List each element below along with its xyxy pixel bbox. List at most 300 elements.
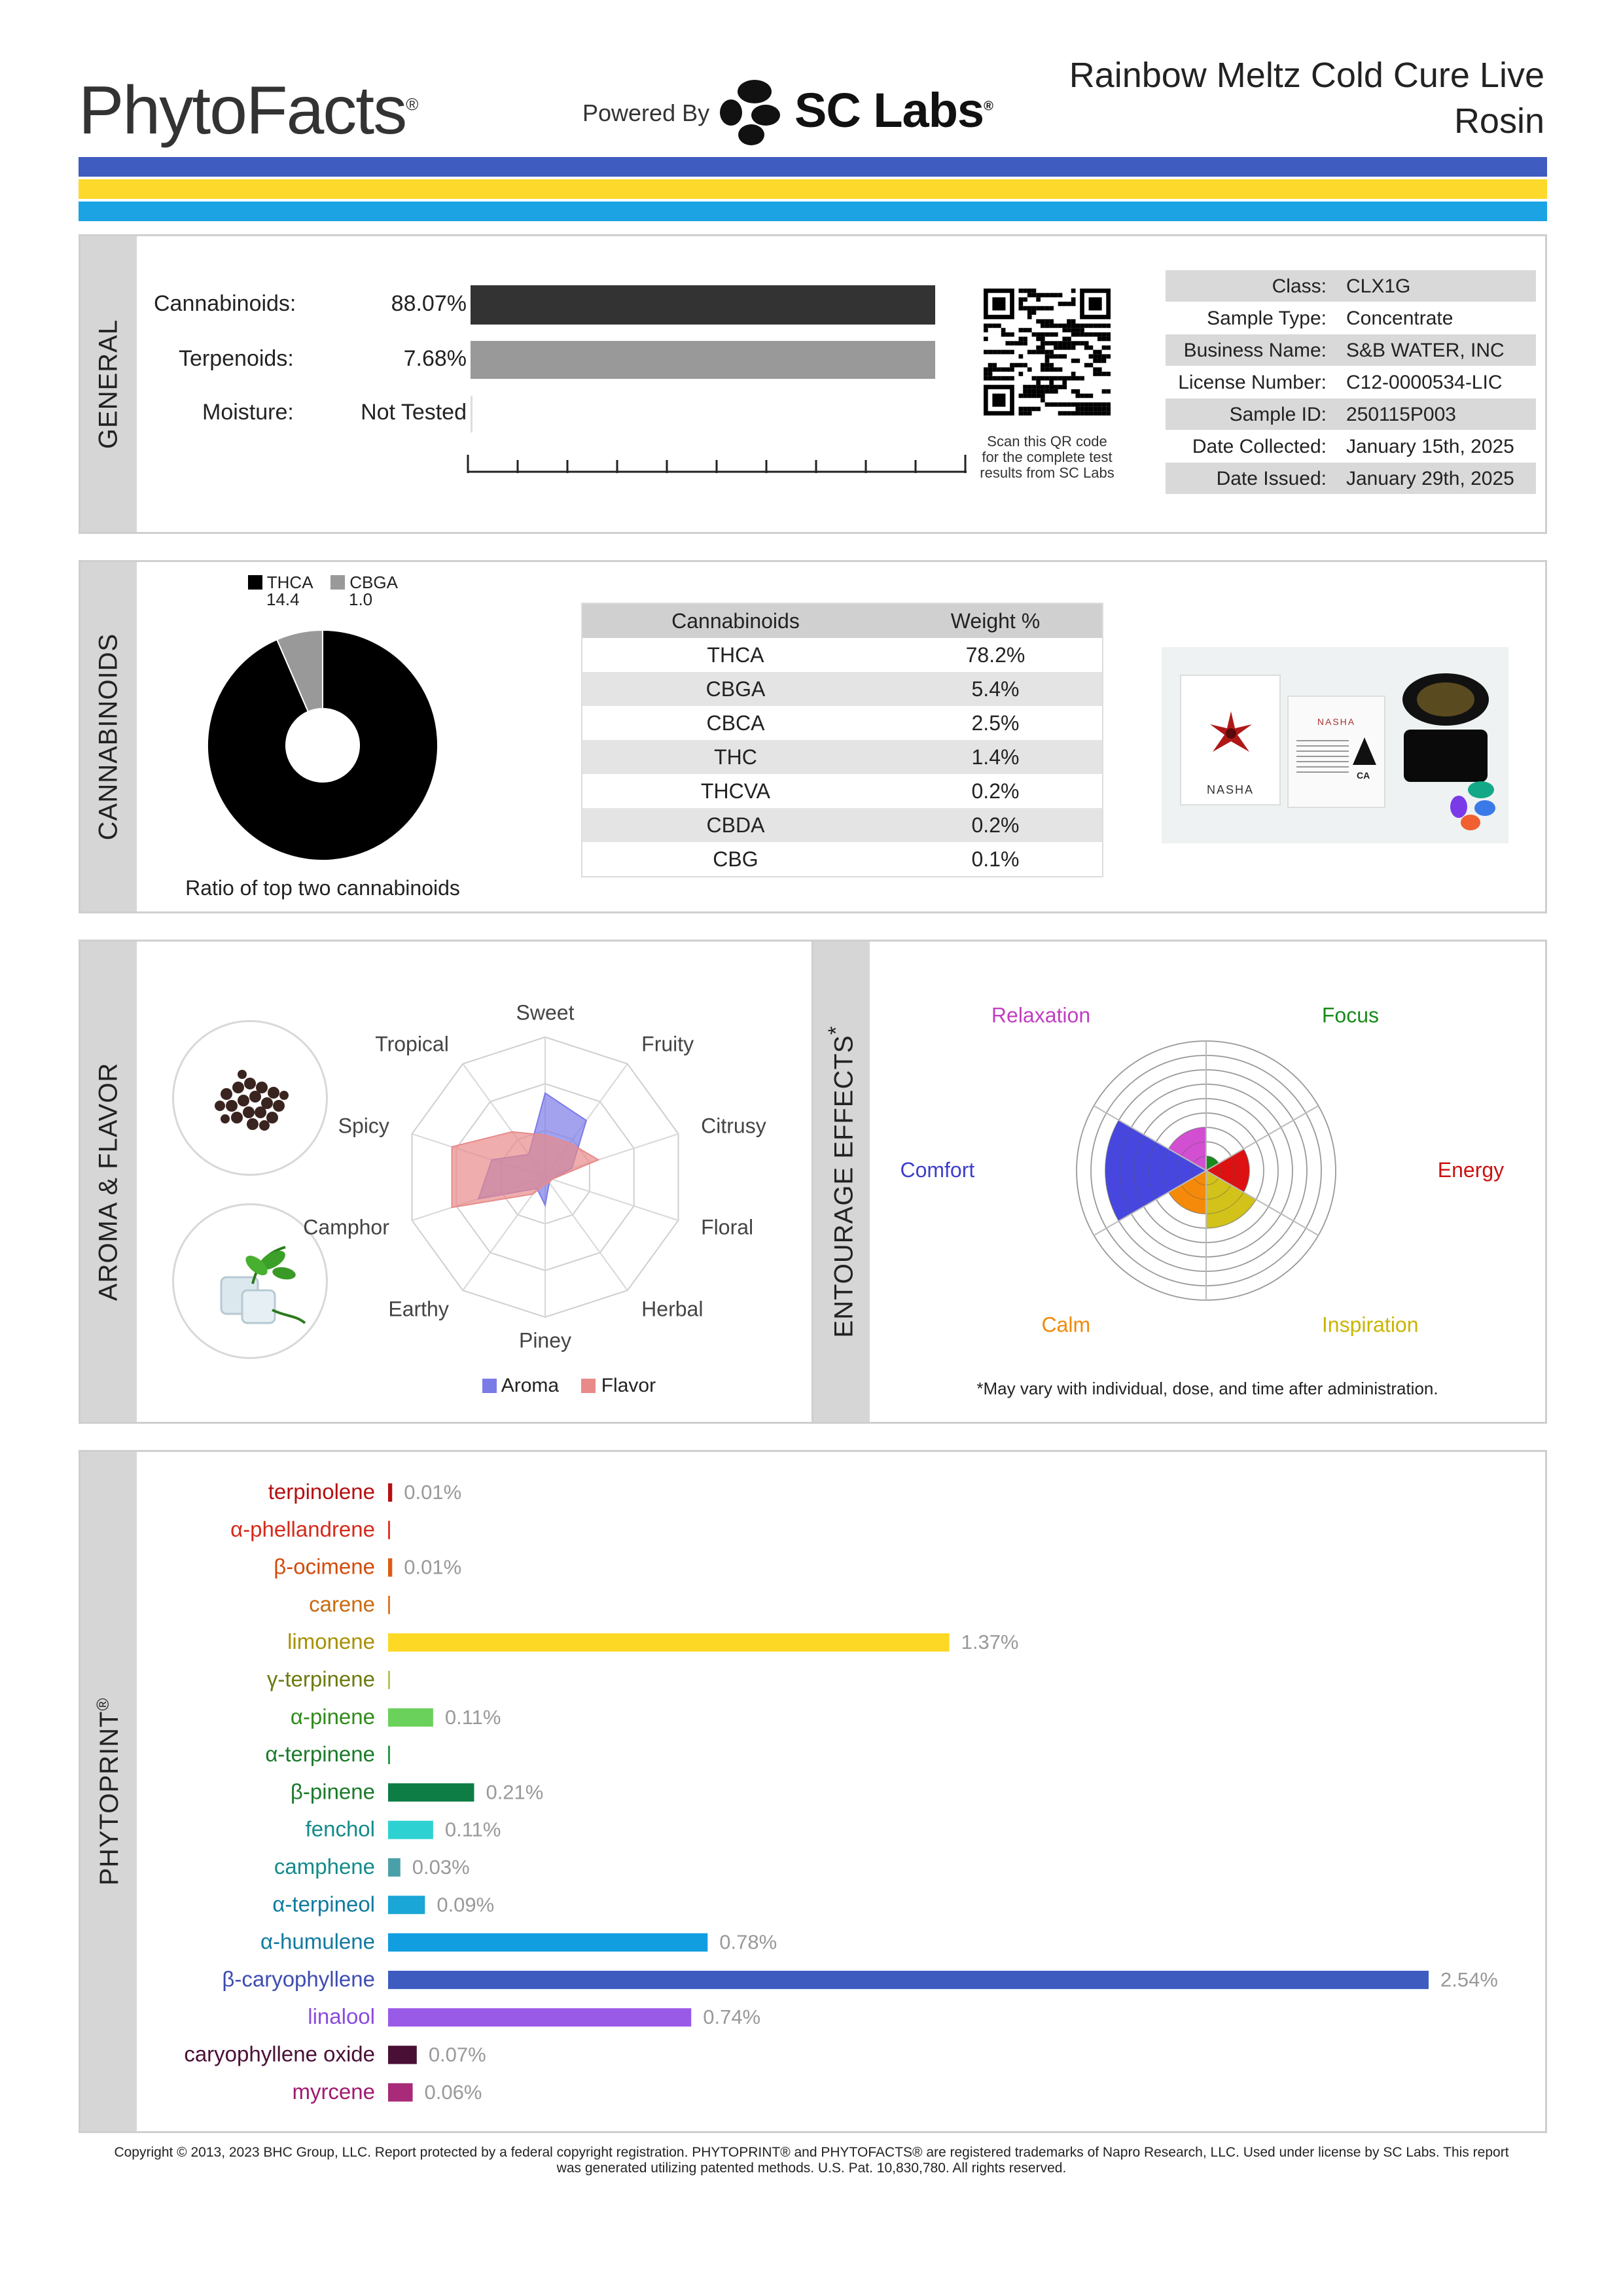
qr-module: [992, 367, 997, 372]
qr-module: [1027, 385, 1032, 389]
entourage-footnote: *May vary with individual, dose, and time after administration.: [976, 1379, 1438, 1398]
qr-module: [1067, 328, 1071, 332]
qr-module: [1097, 372, 1102, 376]
qr-module: [1058, 293, 1063, 298]
qr-module: [1027, 315, 1032, 319]
qr-module: [1049, 367, 1054, 372]
qr-module: [1093, 411, 1097, 415]
qr-module: [1106, 345, 1111, 350]
terpene-value-label: 0.21%: [486, 1780, 544, 1804]
general-panel: [79, 234, 1547, 534]
cannabinoids-label: Cannabinoids:: [154, 291, 296, 316]
qr-module: [1097, 350, 1102, 355]
qr-module: [1023, 328, 1027, 332]
qr-module: [1062, 302, 1067, 306]
moisture-label: Moisture:: [202, 400, 294, 425]
table-header-weight: Weight %: [889, 604, 1102, 638]
cannabinoid-donut-chart: [205, 627, 440, 863]
terpene-bar: [388, 2046, 417, 2064]
general-section-label: GENERAL: [94, 319, 123, 450]
qr-module: [1032, 306, 1037, 311]
qr-module: [1023, 289, 1027, 293]
qr-module: [1093, 332, 1097, 337]
qr-module: [1102, 337, 1107, 342]
qr-module: [1084, 402, 1089, 407]
qr-module: [1102, 372, 1107, 376]
qr-module: [1005, 376, 1010, 381]
qr-module: [1049, 319, 1054, 324]
rose-label-energy: Energy: [1437, 1158, 1505, 1182]
qr-module: [1045, 354, 1050, 359]
entourage-asterisk: *: [824, 1025, 849, 1035]
qr-module: [1036, 345, 1041, 350]
table-row: THC 1.4%: [582, 740, 1102, 774]
qr-module: [1010, 350, 1014, 355]
qr-module: [1102, 345, 1107, 350]
moisture-value: Not Tested: [361, 400, 467, 425]
qr-module: [1054, 367, 1058, 372]
qr-module: [1062, 380, 1067, 385]
table-row: CBCA 2.5%: [706, 711, 1020, 735]
qr-module: [1102, 324, 1107, 328]
qr-module: [1045, 376, 1050, 381]
qr-module: [1001, 350, 1006, 355]
box-flower-icon: [1206, 709, 1256, 758]
qr-module: [1080, 411, 1084, 415]
rose-label-comfort: Comfort: [900, 1158, 975, 1182]
qr-module: [1045, 341, 1050, 345]
qr-module: [1075, 394, 1080, 398]
qr-module: [1097, 354, 1102, 359]
qr-module: [1093, 354, 1097, 359]
qr-module: [988, 350, 993, 355]
qr-module: [1106, 372, 1111, 376]
lab-name: SC Labs®: [794, 83, 993, 137]
terpene-name: terpinolene: [268, 1479, 375, 1504]
qr-module: [1049, 341, 1054, 345]
terpene-name: limonene: [287, 1629, 375, 1654]
qr-module: [1005, 341, 1010, 345]
qr-module: [1023, 407, 1027, 412]
donut-caption: Ratio of top two cannabinoids: [185, 876, 460, 900]
terpene-value-label: 0.11%: [444, 1705, 501, 1729]
donut-legend-cbga: [330, 574, 398, 608]
qr-module: [1032, 350, 1037, 355]
terpene-name: α-humulene: [260, 1929, 375, 1954]
qr-module: [1027, 389, 1032, 394]
qr-module: [1049, 402, 1054, 407]
qr-module: [988, 372, 993, 376]
qr-module: [1045, 389, 1050, 394]
stripe-cyan: [79, 202, 1547, 221]
product-title: [1069, 52, 1544, 144]
qr-module: [1080, 394, 1084, 398]
qr-module: [988, 363, 993, 368]
qr-module: [1036, 376, 1041, 381]
brand-name: PhytoFacts: [79, 73, 406, 149]
qr-module: [1075, 332, 1080, 337]
qr-module: [1054, 376, 1058, 381]
info-row-date-collected: Date Collected: January 15th, 2025: [1192, 436, 1514, 457]
qr-module: [1071, 297, 1076, 302]
qr-module: [997, 367, 1001, 372]
cannabinoids-value: 88.07%: [391, 291, 467, 316]
terpene-bar: [388, 1821, 433, 1839]
qr-module: [1080, 407, 1084, 412]
qr-code[interactable]: [984, 289, 1111, 415]
qr-module: [1036, 389, 1041, 394]
qr-module: [1032, 376, 1037, 381]
stripe-yellow: [79, 179, 1547, 199]
phytoprint-registered: ®: [92, 1697, 113, 1711]
qr-module: [1010, 341, 1014, 345]
qr-module: [1045, 293, 1050, 298]
qr-module: [1093, 372, 1097, 376]
qr-module: [1023, 297, 1027, 302]
sc-labs-logo-icon: [719, 80, 781, 145]
qr-module: [1001, 367, 1006, 372]
qr-module: [1036, 385, 1041, 389]
cannabinoid-table: [582, 604, 1102, 876]
qr-module: [1102, 359, 1107, 363]
qr-module: [1023, 337, 1027, 342]
qr-module: [1023, 394, 1027, 398]
terpene-bar: [388, 1783, 474, 1801]
qr-module: [1097, 407, 1102, 412]
terpene-value-label: 2.54%: [1440, 1968, 1498, 1991]
qr-module: [1071, 328, 1076, 332]
qr-module: [1019, 302, 1024, 306]
qr-module: [1054, 341, 1058, 345]
terpene-value-label: 0.03%: [412, 1856, 470, 1879]
qr-module: [1062, 411, 1067, 415]
terpene-name: β-pinene: [290, 1779, 375, 1804]
info-row-sample-type: Sample Type: Concentrate: [1207, 308, 1454, 329]
qr-module: [1010, 332, 1014, 337]
qr-module: [1067, 324, 1071, 328]
qr-module: [1080, 324, 1084, 328]
footer-line2: was generated utilizing patented methods. U.S. Pat. 10,830,780. All rights reserved.: [556, 2161, 1067, 2176]
qr-module: [1089, 332, 1094, 337]
product-box-left: [1180, 675, 1281, 805]
rose-label-relaxation: Relaxation: [991, 1003, 1091, 1027]
terpene-name: caryophyllene oxide: [184, 2041, 375, 2066]
qr-module: [1084, 394, 1089, 398]
qr-module: [1075, 359, 1080, 363]
legend-cbga-name: CBGA: [349, 573, 398, 592]
qr-module: [1010, 363, 1014, 368]
qr-module: [984, 324, 988, 328]
footer-line1: Copyright © 2013, 2023 BHC Group, LLC. Report protected by a federal copyright registration. PHYTOPRINT® and PHYTOFACTS® are registered trademarks of Napro Research, LLC. Used under license by SC Labs. This report: [114, 2145, 1509, 2160]
qr-module: [1019, 354, 1024, 359]
qr-module: [1075, 376, 1080, 381]
qr-module: [1062, 385, 1067, 389]
qr-module: [1045, 385, 1050, 389]
qr-module: [1102, 411, 1107, 415]
qr-module: [1049, 363, 1054, 368]
qr-module: [1032, 389, 1037, 394]
qr-module: [1075, 402, 1080, 407]
qr-module: [1045, 306, 1050, 311]
qr-module: [1032, 407, 1037, 412]
rose-label-calm: Calm: [1041, 1313, 1091, 1337]
table-header-name: Cannabinoids: [582, 604, 889, 638]
qr-module: [1041, 319, 1045, 324]
qr-module: [1097, 359, 1102, 363]
terpene-name: camphene: [274, 1854, 375, 1879]
rose-label-focus: Focus: [1321, 1003, 1380, 1027]
qr-module: [992, 363, 997, 368]
radar-axis-label-citrusy: Citrusy: [701, 1114, 766, 1138]
radar-axis-label-spicy: Spicy: [338, 1114, 389, 1138]
qr-module: [1019, 297, 1024, 302]
qr-module: [1019, 306, 1024, 311]
qr-module: [1041, 389, 1045, 394]
header: [0, 0, 1623, 157]
info-row-business-name: Business Name: S&B WATER, INC: [1166, 334, 1536, 366]
qr-module: [1106, 337, 1111, 342]
general-axis: [467, 452, 971, 478]
qr-module: [1045, 319, 1050, 324]
qr-module: [1075, 324, 1080, 328]
qr-module: [1027, 367, 1032, 372]
qr-module: [1071, 324, 1076, 328]
qr-module: [1019, 289, 1024, 293]
qr-module: [1062, 354, 1067, 359]
terpene-name: β-ocimene: [274, 1554, 375, 1579]
qr-module: [1045, 350, 1050, 355]
radar-axis-label-piney: Piney: [518, 1328, 572, 1352]
qr-module: [1071, 341, 1076, 345]
qr-module: [1049, 332, 1054, 337]
table-row: THCA 78.2%: [707, 643, 1026, 667]
qr-module: [992, 324, 997, 328]
qr-module: [1062, 328, 1067, 332]
qr-module: [1027, 350, 1032, 355]
qr-module: [1071, 411, 1076, 415]
qr-module: [1071, 345, 1076, 350]
product-box-right: [1287, 696, 1385, 808]
qr-module: [1106, 332, 1111, 337]
legend-thca-name: THCA: [266, 573, 313, 592]
terpene-value-label: 0.78%: [719, 1930, 777, 1954]
qr-module: [1049, 324, 1054, 328]
terpene-bar: [388, 1521, 390, 1539]
terpene-value-label: 0.07%: [428, 2043, 486, 2066]
radar-spoke: [545, 1177, 679, 1220]
qr-module: [1062, 324, 1067, 328]
terpene-bar: [388, 1633, 950, 1651]
qr-module: [992, 376, 997, 381]
aroma-sidebar: [80, 942, 137, 1422]
qr-module: [1027, 407, 1032, 412]
qr-module: [997, 350, 1001, 355]
qr-module: [1089, 394, 1094, 398]
qr-module: [1041, 332, 1045, 337]
general-sidebar: [80, 236, 137, 532]
product-title-line2: Rosin: [1454, 101, 1544, 141]
terpene-bar: [388, 1858, 401, 1877]
general-bars: [137, 236, 988, 532]
legend-flavor-label: Flavor: [601, 1375, 656, 1396]
qr-module: [1032, 293, 1037, 298]
sc-labs-dots-icon: [1448, 781, 1501, 833]
terpene-bar-chart: [139, 1452, 1545, 2132]
terpene-bar: [388, 1934, 707, 1952]
info-row-license-number: License Number: C12-0000534-LIC: [1178, 372, 1503, 393]
qr-module: [1023, 306, 1027, 311]
qr-module: [1041, 341, 1045, 345]
qr-module: [1058, 345, 1063, 350]
qr-module: [1032, 310, 1037, 315]
qr-module: [1049, 354, 1054, 359]
qr-module: [1041, 293, 1045, 298]
qr-module: [1075, 389, 1080, 394]
qr-module: [1106, 354, 1111, 359]
qr-module: [1019, 407, 1024, 412]
qr-module: [1058, 354, 1063, 359]
brand-logo: PhytoFacts®: [79, 73, 418, 149]
info-row-date-issued: Date Issued: January 29th, 2025: [1166, 463, 1536, 494]
terpene-bar: [388, 2083, 413, 2102]
qr-module: [1084, 341, 1089, 345]
qr-module: [984, 337, 988, 342]
legend-flavor-swatch: [581, 1379, 596, 1393]
box-brand-label-small: NASHA: [1317, 716, 1356, 727]
cannabinoids-bar: [471, 285, 935, 325]
qr-module: [1093, 324, 1097, 328]
qr-module: [992, 350, 997, 355]
legend-swatch-thca: [248, 575, 262, 590]
qr-caption-line1: Scan this QR code: [987, 433, 1107, 450]
qr-module: [1014, 363, 1019, 368]
qr-module: [1041, 394, 1045, 398]
qr-module: [1080, 332, 1084, 337]
qr-module: [1049, 389, 1054, 394]
legend-thca-value: 14.4: [266, 590, 300, 609]
cannabinoids-panel: [79, 560, 1547, 913]
qr-module: [997, 376, 1001, 381]
box-brand-label: NASHA: [1206, 783, 1254, 796]
qr-module: [1045, 359, 1050, 363]
qr-module: [1027, 411, 1032, 415]
qr-module: [1071, 289, 1076, 293]
qr-module: [1075, 341, 1080, 345]
qr-module: [1067, 345, 1071, 350]
qr-module: [984, 328, 988, 332]
qr-module: [1045, 402, 1050, 407]
terpene-value-label: 0.01%: [404, 1481, 462, 1504]
qr-module: [1075, 328, 1080, 332]
qr-module: [1005, 350, 1010, 355]
qr-module: [1023, 411, 1027, 415]
product-photo: [1162, 647, 1508, 843]
qr-module: [1036, 297, 1041, 302]
qr-module: [1027, 306, 1032, 311]
qr-module: [1089, 354, 1094, 359]
terpene-bar: [388, 1596, 390, 1614]
qr-module: [1080, 376, 1084, 381]
qr-module: [1001, 376, 1006, 381]
qr-module: [997, 324, 1001, 328]
terpene-name: γ-terpinene: [266, 1667, 375, 1691]
qr-caption-line3: results from SC Labs: [980, 465, 1115, 481]
radar-axis-label-fruity: Fruity: [641, 1032, 694, 1056]
qr-module: [1041, 385, 1045, 389]
qr-caption: [951, 434, 1143, 481]
qr-module: [1084, 332, 1089, 337]
qr-module: [1041, 363, 1045, 368]
qr-module: [1071, 319, 1076, 324]
qr-module: [1093, 367, 1097, 372]
qr-module: [988, 367, 993, 372]
radar-axis-label-tropical: Tropical: [375, 1032, 449, 1056]
qr-module: [1097, 402, 1102, 407]
qr-module: [984, 367, 988, 372]
qr-module: [1019, 394, 1024, 398]
terpene-name: myrcene: [292, 2079, 375, 2104]
qr-module: [984, 372, 988, 376]
entourage-section-label: ENTOURAGE EFFECTS*: [824, 1025, 859, 1338]
terpene-name: α-terpineol: [272, 1892, 375, 1916]
box-text-lines: [1296, 736, 1349, 773]
terpene-name: α-pinene: [290, 1704, 375, 1729]
qr-module: [1067, 337, 1071, 342]
qr-module: [1027, 328, 1032, 332]
qr-module: [1054, 324, 1058, 328]
qr-module: [1049, 380, 1054, 385]
terpene-bar: [388, 1559, 392, 1577]
terpene-bar: [388, 1671, 390, 1689]
terpene-bar: [388, 1483, 392, 1502]
qr-module: [1097, 367, 1102, 372]
terpene-value-label: 0.06%: [424, 2080, 482, 2104]
terpene-name: fenchol: [305, 1816, 375, 1841]
stripe-blue: [79, 157, 1547, 177]
qr-module: [1067, 302, 1071, 306]
footer: [52, 2145, 1571, 2176]
qr-module: [1049, 306, 1054, 311]
qr-module: [1019, 341, 1024, 345]
qr-module: [1041, 350, 1045, 355]
qr-module: [1023, 385, 1027, 389]
phytoprint-panel: [79, 1450, 1547, 2133]
qr-module: [1062, 402, 1067, 407]
table-row: CBDA 0.2%: [582, 808, 1102, 842]
qr-module: [1041, 398, 1045, 402]
entourage-sidebar: [813, 942, 870, 1422]
terpenoids-bar: [471, 341, 935, 379]
info-row-sample-id: Sample ID: 250115P003: [1166, 398, 1536, 430]
qr-module: [1080, 402, 1084, 407]
entourage-effects-chart: [900, 981, 1505, 1360]
qr-module: [1106, 324, 1111, 328]
legend-aroma-label: Aroma: [501, 1375, 560, 1396]
terpene-name: α-phellandrene: [230, 1517, 375, 1542]
cannabinoid-table-wrap: [581, 603, 1103, 877]
cannabinoids-sidebar: [80, 562, 137, 911]
qr-module: [1058, 367, 1063, 372]
qr-module: [1097, 337, 1102, 342]
qr-module: [1084, 324, 1089, 328]
qr-module: [1097, 411, 1102, 415]
qr-module: [1041, 345, 1045, 350]
qr-module: [1089, 345, 1094, 350]
terpene-value-label: 0.09%: [437, 1893, 495, 1916]
terpene-bar: [388, 1971, 1429, 1989]
qr-module: [1093, 402, 1097, 407]
entourage-panel: [812, 940, 1547, 1424]
